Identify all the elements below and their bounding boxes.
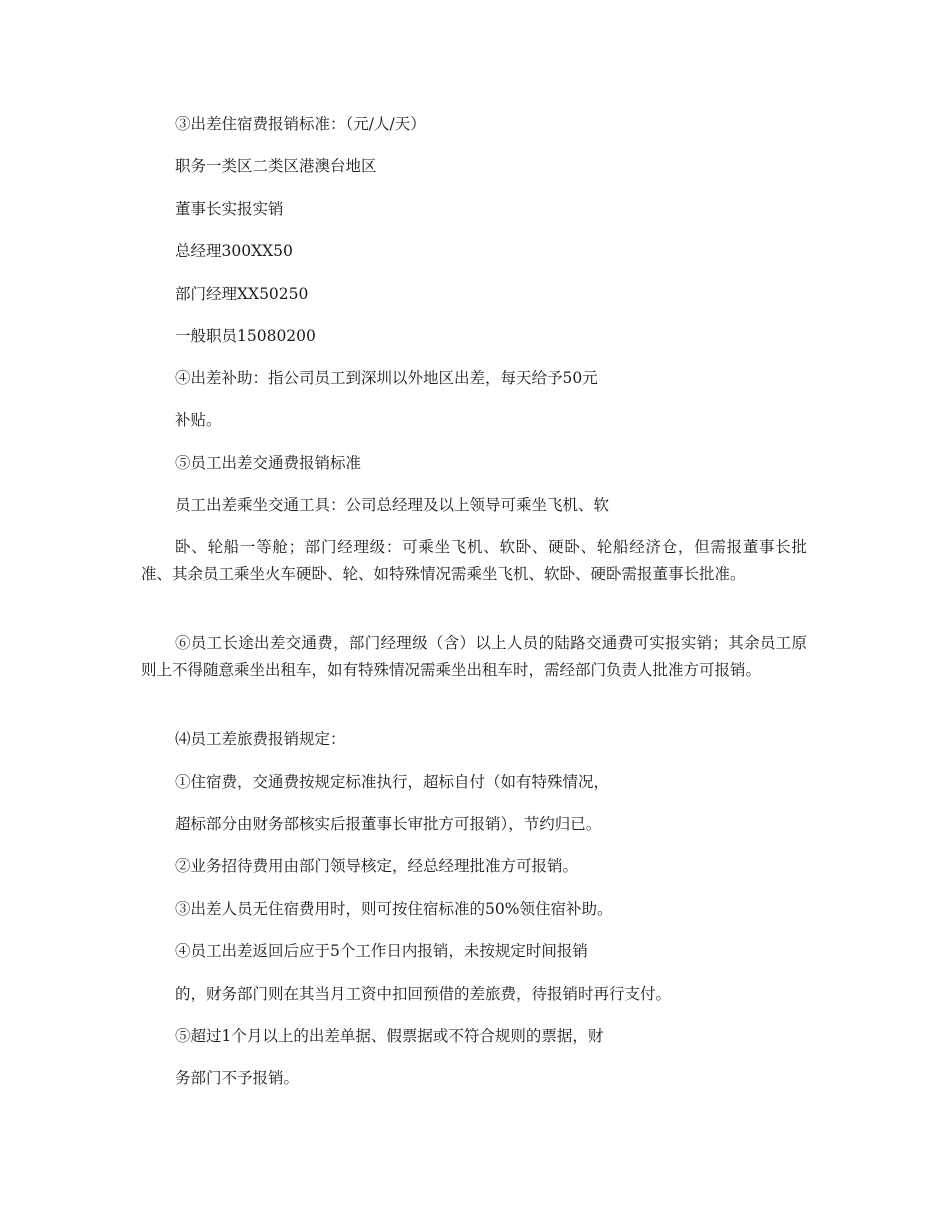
lodging-table-header: 职务一类区二类区港澳台地区 [175, 157, 377, 175]
rule-reimburse-deadline-cont: 的，财务部门则在其当月工资中扣回预借的差旅费，待报销时再行支付。 [175, 985, 672, 1003]
lodging-row-department-manager: 部门经理XX50250 [175, 285, 309, 303]
transport-tools-line: 员工出差乘坐交通工具：公司总经理及以上领导可乘坐飞机、软 [175, 496, 610, 514]
lodging-standard-heading: ③出差住宿费报销标准：（元/人/天） [175, 115, 426, 133]
long-distance-transport-paragraph: ⑥员工长途出差交通费，部门经理级（含）以上人员的陆路交通费可实报实销；其余员工原则上不得随意乘坐出租车，如有特殊情况需乘坐出租车时，需经部门负责人批准方可报销。 [141, 634, 807, 679]
travel-allowance-line: ④出差补助：指公司员工到深圳以外地区出差，每天给予50元 [175, 369, 598, 387]
transport-standard-heading: ⑤员工出差交通费报销标准 [175, 454, 362, 472]
rule-no-lodging-subsidy: ③出差人员无住宿费用时，则可按住宿标准的50%领住宿补助。 [175, 900, 613, 918]
rule-entertainment: ②业务招待费用由部门领导核定，经总经理批准方可报销。 [175, 857, 579, 875]
rule-invalid-receipts-cont: 务部门不予报销。 [175, 1069, 300, 1087]
transport-tools-paragraph: 卧、轮船一等舱；部门经理级：可乘坐飞机、软卧、硬卧、轮船经济仓，但需报董事长批准、其余员工乘坐火车硬卧、轮、如特殊情况需乘坐飞机、软卧、硬卧需报董事长批准。 [141, 538, 807, 583]
travel-allowance-line-cont: 补贴。 [175, 411, 222, 429]
lodging-row-chairman: 董事长实报实销 [175, 200, 284, 218]
rule-lodging-transport: ①住宿费，交通费按规定标准执行，超标自付（如有特殊情况， [175, 773, 610, 791]
rule-reimburse-deadline: ④员工出差返回后应于5个工作日内报销，未按规定时间报销 [175, 942, 588, 960]
lodging-row-general-manager: 总经理300XX50 [175, 242, 293, 260]
rule-invalid-receipts: ⑤超过1个月以上的出差单据、假票据或不符合规则的票据，财 [175, 1027, 604, 1045]
reimbursement-rules-heading: ⑷员工差旅费报销规定： [175, 730, 346, 748]
rule-lodging-transport-cont: 超标部分由财务部核实后报董事长审批方可报销），节约归已。 [175, 815, 602, 833]
lodging-row-staff: 一般职员15080200 [175, 327, 316, 345]
